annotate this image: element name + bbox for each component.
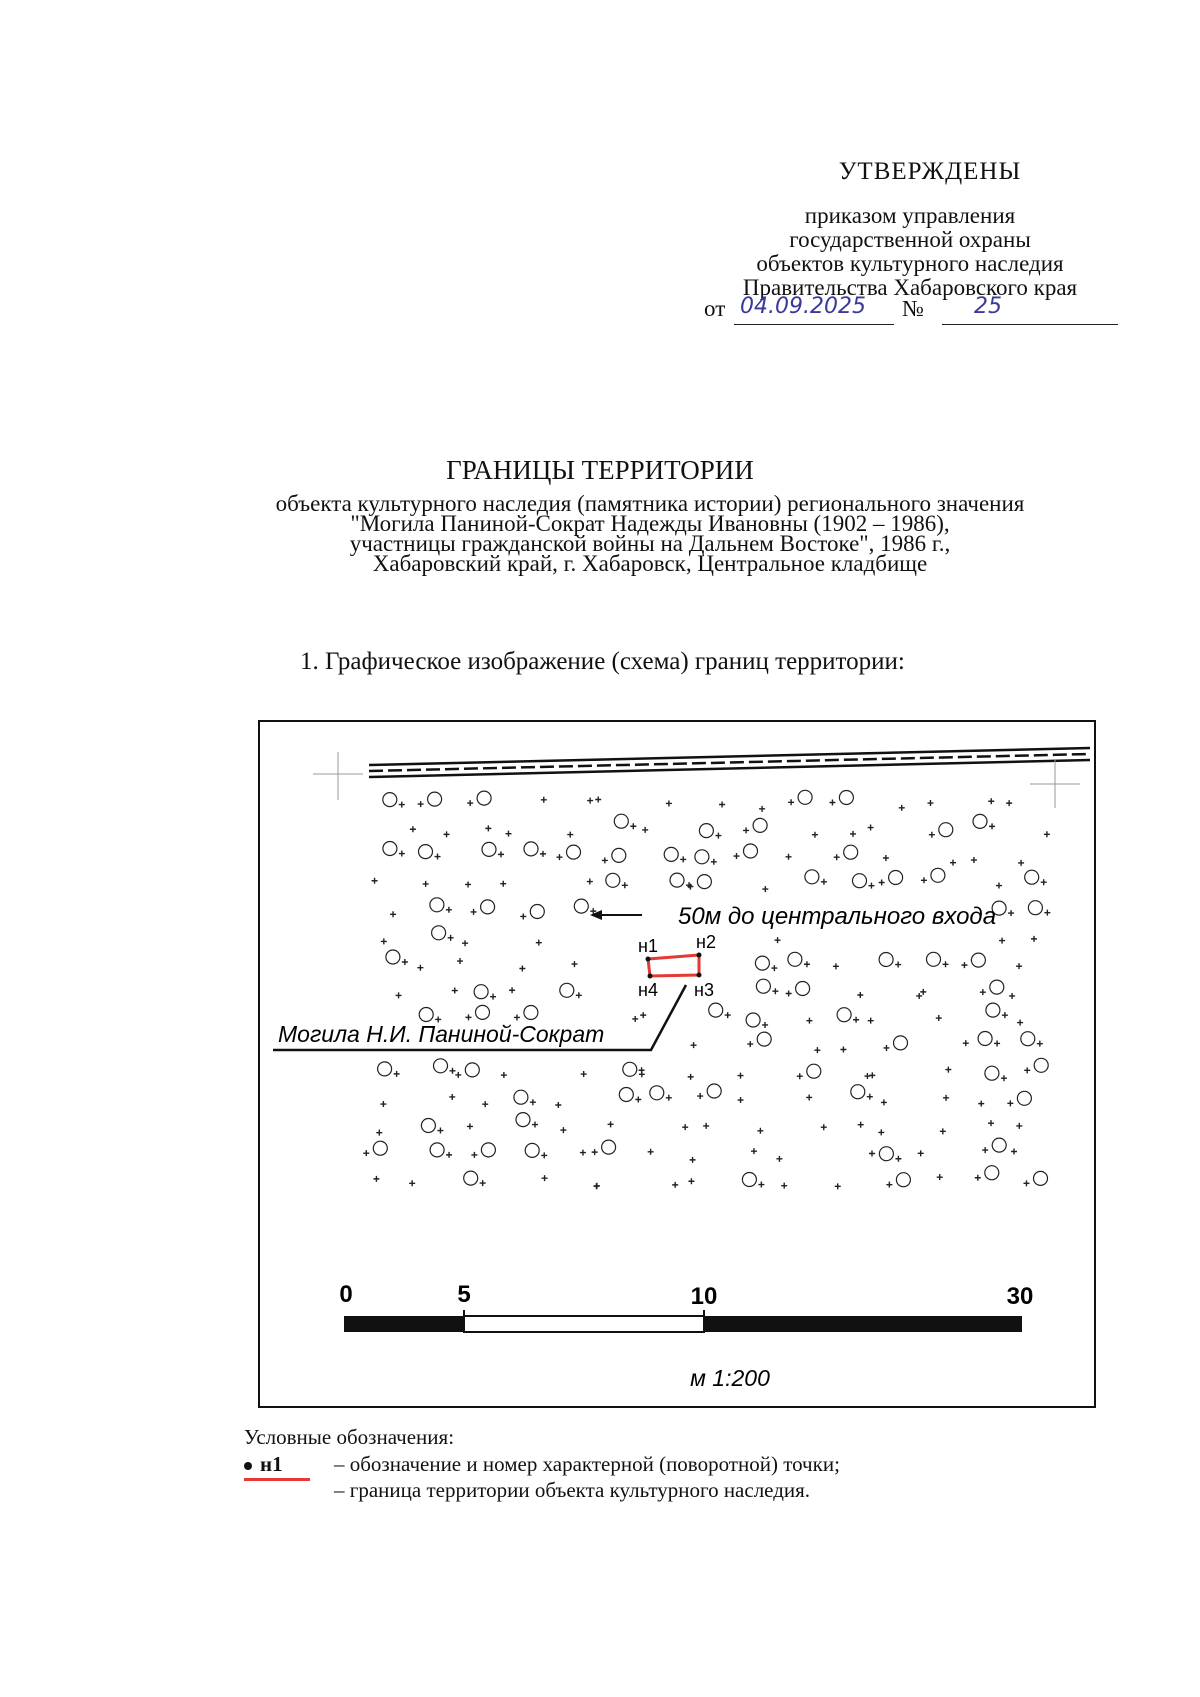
section-heading: 1. Графическое изображение (схема) границ территории: — [300, 648, 905, 675]
approval-line: государственной охраны — [789, 227, 1031, 252]
point-label-n4: н4 — [638, 980, 658, 1000]
document-title: ГРАНИЦЫ ТЕРРИТОРИИ — [446, 455, 754, 485]
point-dot-icon — [244, 1462, 252, 1470]
scale-tick-label: 10 — [690, 1283, 718, 1310]
scale-tick-label: 30 — [1006, 1283, 1034, 1310]
scale-caption: м 1:200 — [690, 1365, 770, 1391]
point-label-n3: н3 — [694, 980, 714, 1000]
subtitle-line: объекта культурного наследия (памятника истории) регионального значения — [275, 491, 1025, 516]
approval-line: объектов культурного наследия — [756, 251, 1064, 276]
point-label-n2: н2 — [696, 932, 716, 952]
scale-tick-label: 0 — [339, 1281, 353, 1308]
order-line — [704, 296, 1124, 330]
legend — [244, 1425, 840, 1504]
map-frame — [259, 721, 1095, 1407]
approval-line: приказом управления — [804, 203, 1016, 228]
point-label-n1: н1 — [638, 936, 658, 956]
scale-tick-label: 5 — [457, 1281, 471, 1308]
legend-point-symbol: н1 — [244, 1452, 283, 1477]
subtitle-line: участницы гражданской войны на Дальнем Востоке", 1986 г., — [349, 531, 951, 556]
subtitle-line: Хабаровский край, г. Хабаровск, Центральное кладбище — [372, 551, 928, 576]
order-date: 04.09.2025 — [740, 294, 866, 319]
order-number: 25 — [974, 294, 1002, 319]
grave-label: Могила Н.И. Паниной-Сократ — [278, 1021, 605, 1047]
legend-title: Условные обозначения: — [244, 1425, 455, 1449]
document-subtitle — [200, 491, 1100, 576]
approval-block — [690, 158, 1130, 300]
legend-row-point — [244, 1452, 840, 1478]
legend-line-desc: – граница территории объекта культурного наследия. — [334, 1478, 811, 1502]
legend-point-desc: – обозначение и номер характерной (поворотной) точки; — [334, 1452, 840, 1476]
subtitle-line: "Могила Паниной-Сократ Надежды Ивановны (1902 – 1986), — [350, 511, 950, 536]
approval-stamp: УТВЕРЖДЕНЫ — [838, 158, 1022, 185]
direction-label: 50м до центрального входа — [678, 903, 997, 930]
date-prefix: от — [704, 296, 726, 321]
approval-line: Правительства Хабаровского края — [742, 275, 1078, 300]
boundary-line-icon — [244, 1478, 310, 1481]
boundary-map — [258, 720, 1096, 1408]
legend-row-line — [244, 1478, 811, 1504]
number-prefix: № — [902, 296, 924, 321]
